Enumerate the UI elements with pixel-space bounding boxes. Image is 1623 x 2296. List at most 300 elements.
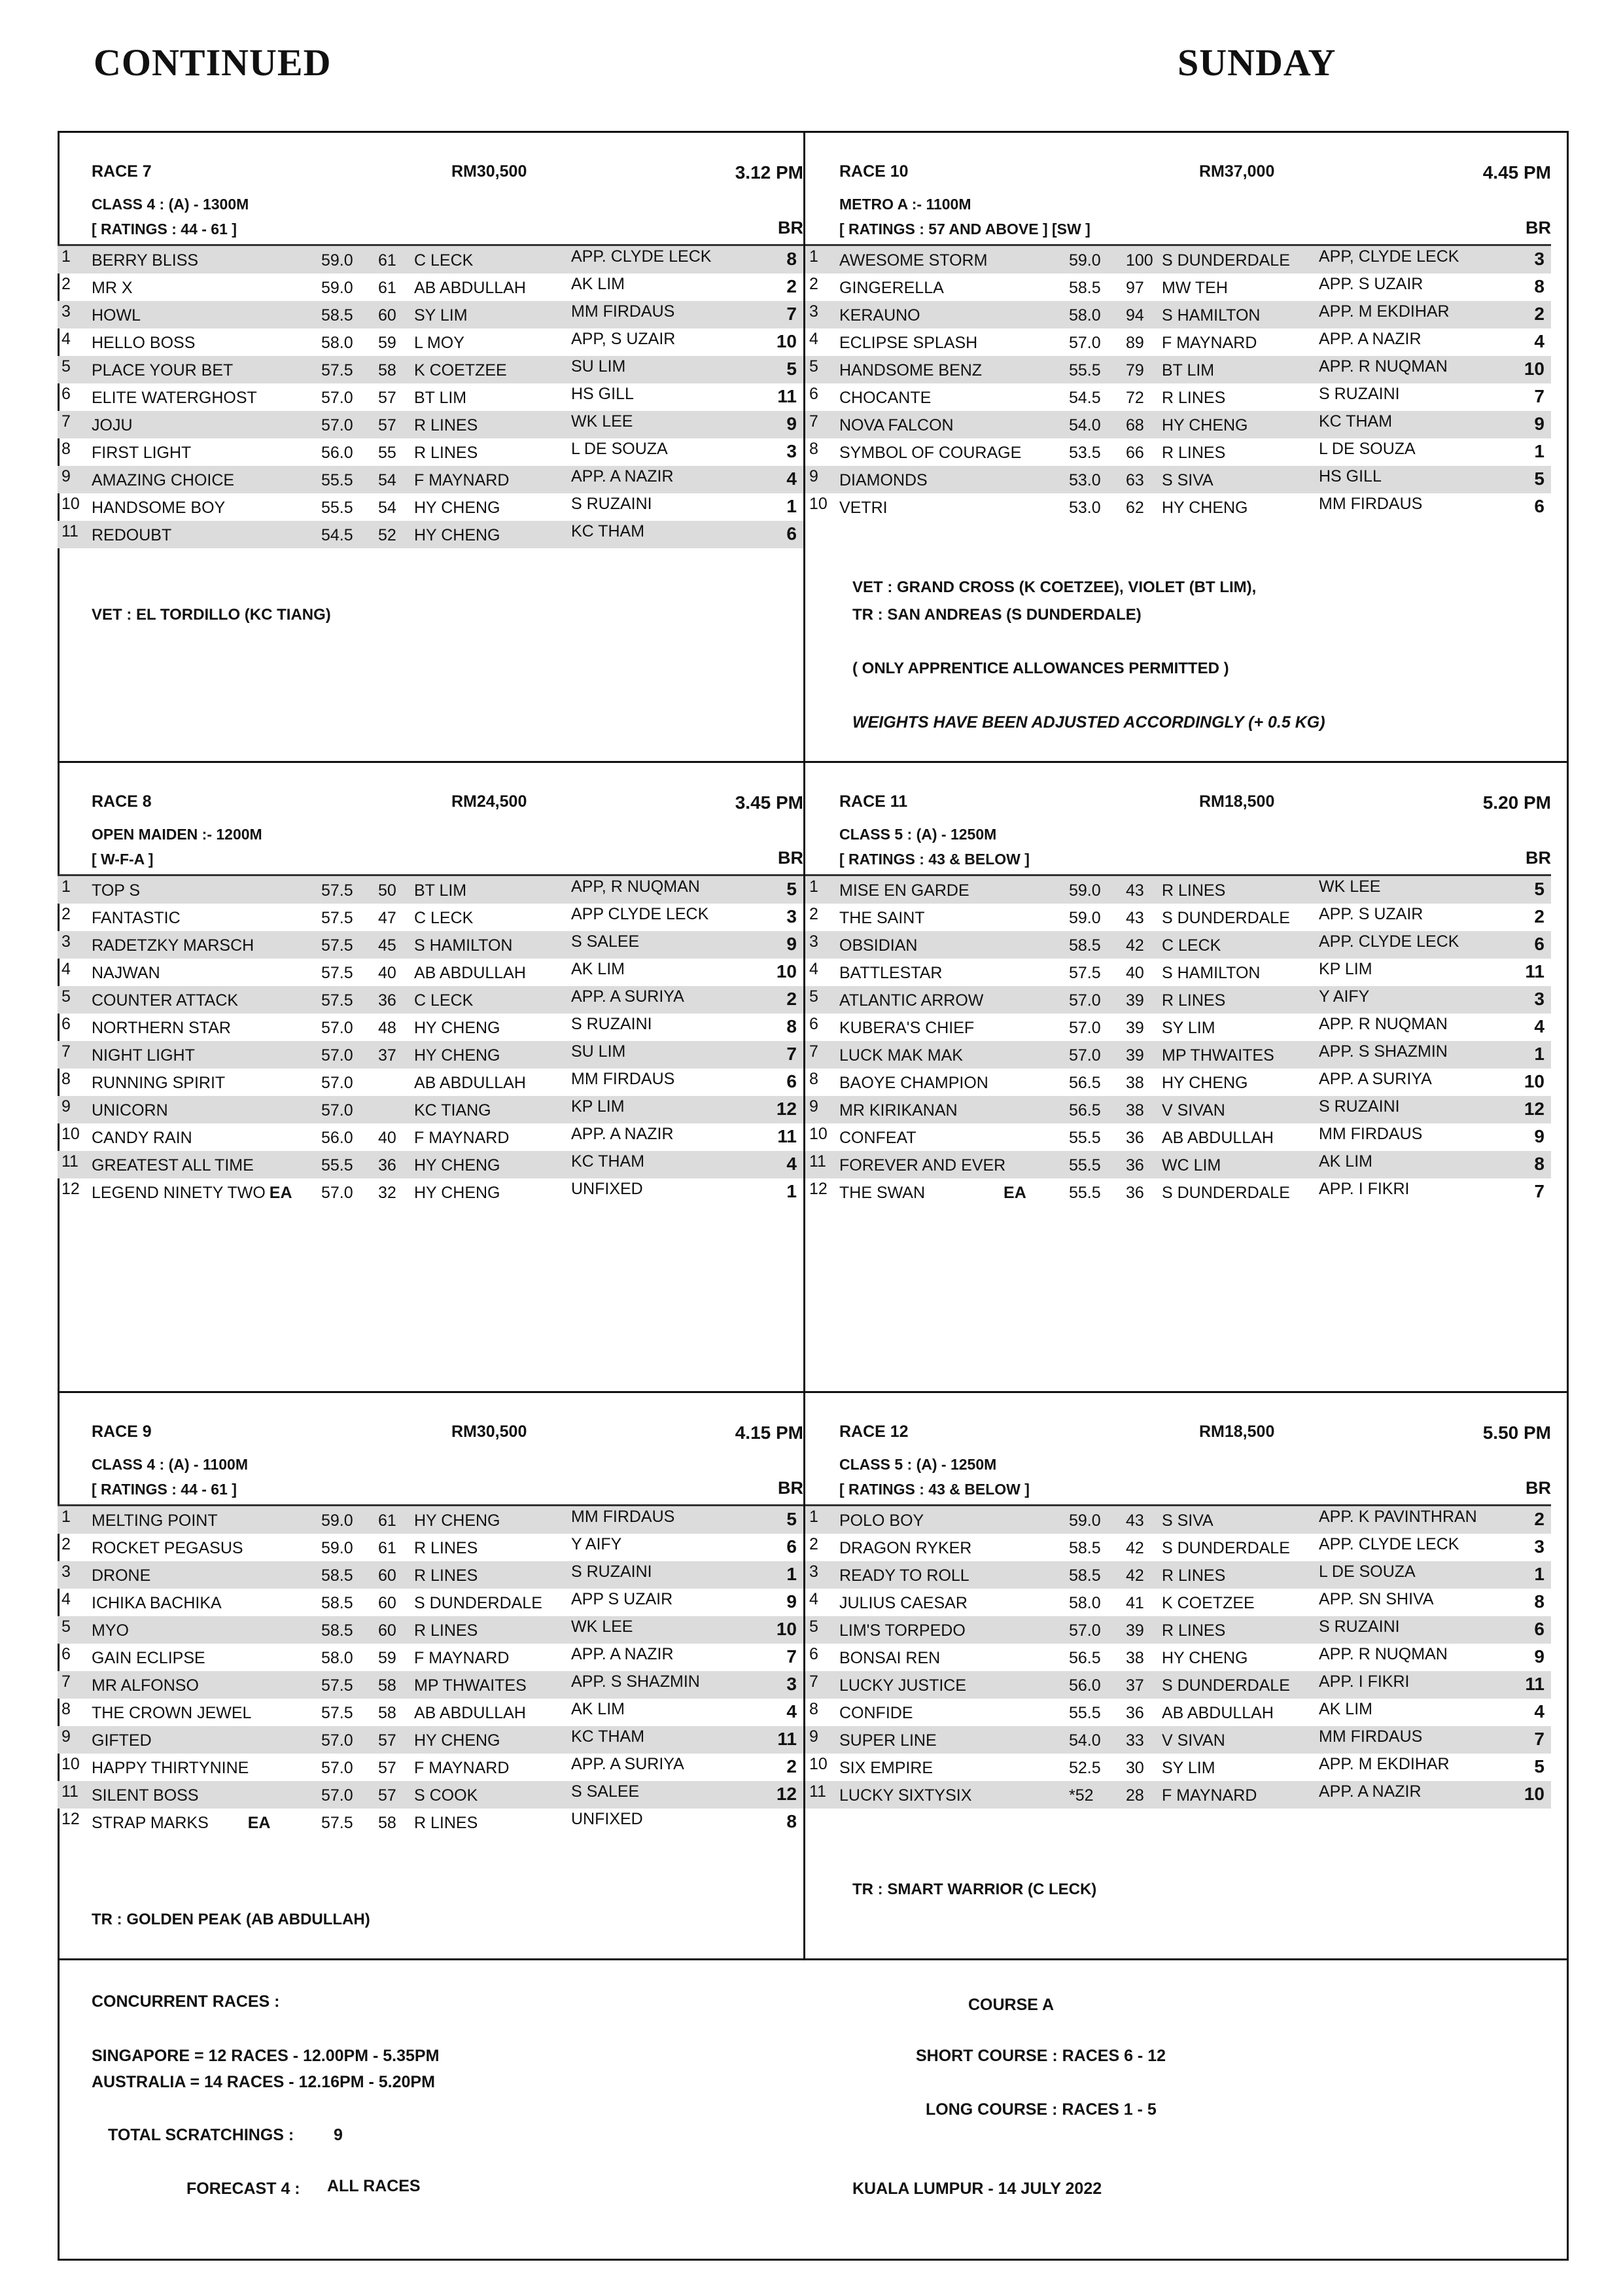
race-header: [839, 792, 1551, 819]
jockey: C LECK: [1162, 936, 1221, 955]
runner-number: 9: [809, 1727, 818, 1746]
race-header: [92, 1422, 803, 1449]
trainer: APP. S SHAZMIN: [1319, 1042, 1448, 1061]
runner-row: [58, 466, 803, 493]
concurrent-singapore: SINGAPORE = 12 RACES - 12.00PM - 5.35PM: [92, 2047, 440, 2065]
weight: 56.0: [321, 444, 353, 462]
runner-number: 2: [809, 905, 818, 923]
runner-row: [805, 1781, 1551, 1809]
trainer: WK LEE: [571, 412, 633, 431]
trainer: MM FIRDAUS: [1319, 1727, 1423, 1746]
runner-row: [58, 411, 803, 438]
runner-number: 6: [809, 1015, 818, 1033]
runner-number: 11: [61, 522, 79, 540]
barrier: 11: [1525, 1674, 1544, 1694]
trainer: APP. R NUQMAN: [1319, 357, 1448, 376]
runner-row: [58, 1014, 803, 1041]
rating: 100: [1126, 251, 1153, 270]
horse-name: [839, 334, 977, 353]
barrier-column-label: BR: [1526, 1478, 1551, 1498]
barrier: 2: [1534, 304, 1544, 324]
race-class: CLASS 4 : (A) - 1300M: [92, 196, 249, 213]
barrier: 8: [786, 1811, 797, 1831]
runner-number: 9: [809, 1097, 818, 1116]
trainer: APP. S SHAZMIN: [571, 1672, 700, 1691]
weight: 57.5: [321, 1704, 353, 1722]
jockey: L MOY: [414, 334, 464, 352]
weight: 57.0: [1069, 1019, 1101, 1037]
runner-row: [805, 1589, 1551, 1616]
horse-name: [839, 1511, 924, 1530]
weight: 53.5: [1069, 444, 1101, 462]
horse-name-text: RADETZKY MARSCH: [92, 936, 254, 955]
jockey: F MAYNARD: [414, 1649, 510, 1667]
horse-name: [839, 936, 917, 955]
runner-table: [805, 244, 1551, 521]
horse-name-text: SYMBOL OF COURAGE: [839, 444, 1022, 462]
jockey: AB ABDULLAH: [414, 1074, 526, 1092]
horse-name: [92, 1814, 270, 1833]
horse-name: [839, 1101, 958, 1120]
race-card: [58, 763, 803, 1391]
trainer: APP. A NAZIR: [1319, 330, 1422, 348]
horse-name: [92, 251, 198, 270]
barrier: 1: [786, 496, 797, 516]
runner-number: 1: [809, 877, 818, 896]
weight: 57.5: [321, 936, 353, 955]
runner-row: [58, 521, 803, 548]
weight: 55.5: [321, 499, 353, 517]
runner-number: 6: [61, 1645, 71, 1663]
trainer: APP CLYDE LECK: [571, 905, 709, 923]
trainer: MM FIRDAUS: [571, 1508, 675, 1526]
barrier: 6: [1534, 1619, 1544, 1639]
barrier: 11: [777, 1729, 797, 1749]
rating: 47: [378, 909, 396, 927]
runner-row: [805, 931, 1551, 959]
rating: 60: [378, 306, 396, 325]
runner-row: [58, 328, 803, 356]
horse-name: [92, 1759, 249, 1778]
horse-name: [92, 526, 171, 545]
runner-number: 8: [61, 440, 71, 458]
runner-row: [805, 1561, 1551, 1589]
ea-badge: EA: [247, 1814, 271, 1832]
runner-table: [58, 874, 803, 1206]
runner-row: [805, 1123, 1551, 1151]
trainer: S RUZAINI: [571, 1563, 652, 1581]
horse-name-text: THE SWAN: [839, 1184, 926, 1202]
race-name: RACE 10: [839, 162, 909, 181]
horse-name-text: GIFTED: [92, 1731, 152, 1750]
horse-name: [92, 936, 254, 955]
jockey: K COETZEE: [1162, 1594, 1255, 1612]
rating: 94: [1126, 306, 1144, 325]
barrier: 6: [786, 1536, 797, 1557]
runner-number: 2: [809, 1535, 818, 1553]
barrier: 8: [1534, 1154, 1544, 1174]
runner-number: 7: [61, 1672, 71, 1691]
barrier: 10: [1524, 1071, 1544, 1091]
barrier: 10: [1524, 359, 1544, 379]
jockey: F MAYNARD: [414, 1129, 510, 1147]
race-card: [805, 1393, 1551, 2021]
jockey: F MAYNARD: [414, 1759, 510, 1777]
rating: 57: [378, 1786, 396, 1805]
runner-row: [58, 1096, 803, 1123]
horse-name-text: ICHIKA BACHIKA: [92, 1594, 222, 1612]
forecast-label: FORECAST 4 :: [186, 2180, 300, 2198]
runner-number: 8: [809, 1700, 818, 1718]
jockey: K COETZEE: [414, 361, 507, 380]
runner-row: [58, 1644, 803, 1671]
runner-row: [805, 904, 1551, 931]
weight: 54.0: [1069, 1731, 1101, 1750]
jockey: BT LIM: [414, 389, 467, 407]
runner-number: 12: [61, 1810, 80, 1828]
jockey: F MAYNARD: [1162, 1786, 1257, 1805]
barrier: 7: [1534, 1181, 1544, 1201]
rating: 37: [1126, 1676, 1144, 1695]
horse-name-text: FOREVER AND EVER: [839, 1156, 1006, 1174]
horse-name: [92, 964, 160, 983]
runner-row: [805, 1041, 1551, 1069]
barrier: 4: [1534, 1701, 1544, 1722]
rating: 43: [1126, 1511, 1144, 1530]
runner-number: 8: [809, 440, 818, 458]
runner-row: [805, 1069, 1551, 1096]
jockey: V SIVAN: [1162, 1731, 1225, 1750]
rating: 61: [378, 1511, 396, 1530]
trainer: WK LEE: [1319, 877, 1381, 896]
barrier: 7: [1534, 1729, 1544, 1749]
barrier: 2: [786, 1756, 797, 1776]
race-header: [839, 162, 1551, 188]
horse-name-text: DRAGON RYKER: [839, 1539, 972, 1557]
race-time: 4.45 PM: [1482, 162, 1551, 183]
horse-name: [839, 1046, 963, 1065]
horse-name: [839, 251, 987, 270]
horse-name: [92, 1704, 251, 1723]
runner-number: 10: [61, 1755, 80, 1773]
barrier: 11: [1525, 961, 1544, 981]
horse-name: [839, 909, 925, 928]
barrier: 3: [786, 906, 797, 927]
weight: 59.0: [1069, 251, 1101, 270]
horse-name-text: SUPER LINE: [839, 1731, 937, 1750]
trainer: APP. CLYDE LECK: [571, 247, 712, 266]
trainer: S RUZAINI: [1319, 1097, 1400, 1116]
trainer: AK LIM: [571, 960, 625, 978]
horse-name: [92, 1566, 150, 1585]
weight: 55.5: [321, 471, 353, 489]
race-name: RACE 7: [92, 162, 152, 181]
barrier: 12: [1524, 1099, 1544, 1119]
horse-name: [92, 306, 141, 325]
horse-name-text: CONFIDE: [839, 1704, 913, 1722]
weight: 57.0: [1069, 334, 1101, 352]
jockey: HY CHENG: [1162, 1074, 1248, 1092]
barrier: 9: [1534, 1126, 1544, 1146]
runner-row: [805, 246, 1551, 274]
runner-number: 10: [809, 495, 828, 513]
trainer: L DE SOUZA: [1319, 1563, 1416, 1581]
rating: 52: [378, 526, 396, 544]
runner-number: 6: [61, 1015, 71, 1033]
jockey: S HAMILTON: [414, 936, 513, 955]
jockey: R LINES: [1162, 1566, 1226, 1585]
barrier: 6: [786, 523, 797, 544]
jockey: R LINES: [1162, 991, 1226, 1010]
runner-number: 2: [61, 275, 71, 293]
weight: 58.0: [1069, 1594, 1101, 1612]
race-card: [58, 133, 803, 761]
runner-row: [58, 1589, 803, 1616]
horse-name-text: NOVA FALCON: [839, 416, 954, 434]
runner-row: [805, 1151, 1551, 1178]
runner-row: [58, 1069, 803, 1096]
runner-number: 2: [61, 1535, 71, 1553]
trainer: APP. A SURIYA: [1319, 1070, 1432, 1088]
trainer: APP S UZAIR: [571, 1590, 673, 1608]
race12-tr-note: TR : SMART WARRIOR (C LECK): [852, 1881, 1097, 1898]
horse-name-text: POLO BOY: [839, 1511, 924, 1530]
race-header: [92, 162, 803, 188]
trainer: APP. R NUQMAN: [1319, 1015, 1448, 1033]
barrier: 3: [786, 441, 797, 461]
horse-name-text: COUNTER ATTACK: [92, 991, 239, 1010]
jockey: MP THWAITES: [1162, 1046, 1274, 1065]
runner-row: [805, 1726, 1551, 1754]
runner-row: [805, 876, 1551, 904]
barrier: 10: [776, 331, 797, 351]
race10-weights-note: WEIGHTS HAVE BEEN ADJUSTED ACCORDINGLY (+ 0.5 KG): [852, 713, 1325, 732]
runner-table: [58, 1504, 803, 1836]
runner-table: [805, 1504, 1551, 1809]
horse-name: [92, 1129, 192, 1148]
runner-row: [805, 466, 1551, 493]
barrier: 3: [786, 1674, 797, 1694]
rating: 43: [1126, 881, 1144, 900]
weight: 57.0: [1069, 1621, 1101, 1640]
ea-badge: EA: [1003, 1184, 1026, 1202]
runner-row: [805, 438, 1551, 466]
jockey: AB ABDULLAH: [414, 1704, 526, 1722]
weight: 59.0: [321, 251, 353, 270]
rating: 32: [378, 1184, 396, 1202]
trainer: KC THAM: [571, 1152, 645, 1171]
rating: 36: [1126, 1156, 1144, 1174]
horse-name: [839, 444, 1021, 463]
weight: 59.0: [1069, 909, 1101, 927]
horse-name-text: THE CROWN JEWEL: [92, 1704, 252, 1722]
race-prize: RM18,500: [1199, 792, 1275, 811]
race-class: METRO A :- 1100M: [839, 196, 971, 213]
trainer: APP. I FIKRI: [1319, 1180, 1410, 1198]
rating: 57: [378, 389, 396, 407]
jockey: SY LIM: [414, 306, 468, 325]
horse-name: [839, 1129, 916, 1148]
race-time: 5.20 PM: [1482, 792, 1551, 813]
weight: 59.0: [321, 279, 353, 297]
forecast-value: ALL RACES: [327, 2177, 421, 2195]
horse-name: [839, 1786, 971, 1805]
jockey: R LINES: [1162, 881, 1226, 900]
weight: 57.5: [321, 1814, 353, 1832]
jockey: S SIVA: [1162, 471, 1213, 489]
rating: 58: [378, 1814, 396, 1832]
horse-name-text: UNICORN: [92, 1101, 168, 1120]
jockey: MP THWAITES: [414, 1676, 527, 1695]
jockey: HY CHENG: [414, 499, 500, 517]
rating: 45: [378, 936, 396, 955]
horse-name: [92, 1539, 243, 1558]
weight: 57.0: [321, 1731, 353, 1750]
horse-name-text: HELLO BOSS: [92, 334, 196, 352]
horse-name-text: READY TO ROLL: [839, 1566, 969, 1585]
runner-row: [805, 959, 1551, 986]
horse-name-text: BATTLESTAR: [839, 964, 943, 982]
barrier: 6: [1534, 496, 1544, 516]
runner-row: [58, 1561, 803, 1589]
race-ratings: [ RATINGS : 57 AND ABOVE ] [SW ]: [839, 221, 1091, 238]
horse-name-text: AMAZING CHOICE: [92, 471, 235, 489]
runner-row: [805, 1534, 1551, 1561]
race-name: RACE 8: [92, 792, 152, 811]
horse-name-text: MR X: [92, 279, 133, 297]
horse-name-text: REDOUBT: [92, 526, 172, 544]
barrier: 10: [776, 961, 797, 981]
jockey: KC TIANG: [414, 1101, 491, 1120]
runner-number: 6: [809, 1645, 818, 1663]
runner-number: 3: [809, 302, 818, 321]
horse-name: [839, 471, 928, 490]
rating: 57: [378, 1731, 396, 1750]
rating: 48: [378, 1019, 396, 1037]
barrier: 6: [1534, 934, 1544, 954]
barrier-column-label: BR: [778, 848, 803, 868]
runner-row: [58, 1781, 803, 1809]
barrier: 4: [786, 1701, 797, 1722]
rating: 36: [378, 991, 396, 1010]
runner-number: 12: [809, 1180, 828, 1198]
rating: 59: [378, 1649, 396, 1667]
race-prize: RM18,500: [1199, 1422, 1275, 1441]
horse-name-text: KUBERA'S CHIEF: [839, 1019, 975, 1037]
weight: 58.5: [321, 1621, 353, 1640]
runner-number: 5: [61, 357, 71, 376]
horse-name: [92, 1786, 199, 1805]
weight: 58.0: [321, 334, 353, 352]
barrier: 1: [1534, 1564, 1544, 1584]
horse-name: [839, 361, 982, 380]
jockey: HY CHENG: [414, 1184, 500, 1202]
weight: 56.5: [1069, 1649, 1101, 1667]
runner-number: 10: [809, 1755, 828, 1773]
trainer: S RUZAINI: [1319, 385, 1400, 403]
barrier: 6: [786, 1071, 797, 1091]
runner-number: 4: [61, 960, 71, 978]
race7-vet-note: VET : EL TORDILLO (KC TIANG): [92, 606, 331, 624]
horse-name-text: LUCK MAK MAK: [839, 1046, 963, 1065]
rating: 60: [378, 1621, 396, 1640]
weight: *52: [1069, 1786, 1094, 1805]
jockey: R LINES: [414, 1566, 478, 1585]
runner-number: 5: [809, 987, 818, 1006]
jockey: R LINES: [414, 444, 478, 462]
jockey: HY CHENG: [1162, 1649, 1248, 1667]
race-prize: RM37,000: [1199, 162, 1275, 181]
rating: 57: [378, 416, 396, 434]
runner-number: 11: [809, 1152, 826, 1171]
barrier: 11: [777, 1126, 797, 1146]
runner-row: [805, 1671, 1551, 1699]
jockey: S DUNDERDALE: [1162, 909, 1290, 927]
runner-row: [58, 876, 803, 904]
rating: 62: [1126, 499, 1144, 517]
weight: 55.5: [1069, 1129, 1101, 1147]
race-class: CLASS 4 : (A) - 1100M: [92, 1456, 248, 1473]
rating: 50: [378, 881, 396, 900]
barrier: 12: [776, 1099, 797, 1119]
runner-row: [805, 1014, 1551, 1041]
race10-apprentice-note: ( ONLY APPRENTICE ALLOWANCES PERMITTED ): [852, 660, 1229, 677]
race-class: CLASS 5 : (A) - 1250M: [839, 826, 997, 843]
horse-name: [92, 1019, 231, 1038]
horse-name: [839, 1019, 974, 1038]
barrier-column-label: BR: [1526, 848, 1551, 868]
rating: 42: [1126, 1566, 1144, 1585]
weight: 53.0: [1069, 499, 1101, 517]
race-ratings: [ RATINGS : 43 & BELOW ]: [839, 1481, 1030, 1498]
horse-name: [92, 1074, 225, 1093]
runner-number: 7: [809, 1672, 818, 1691]
runner-number: 10: [809, 1125, 828, 1143]
rating: 28: [1126, 1786, 1144, 1805]
rating: 42: [1126, 1539, 1144, 1557]
jockey: HY CHENG: [414, 1019, 500, 1037]
horse-name-text: SIX EMPIRE: [839, 1759, 934, 1777]
barrier-column-label: BR: [778, 1478, 803, 1498]
weight: 58.5: [1069, 1539, 1101, 1557]
jockey: R LINES: [1162, 444, 1226, 462]
barrier: 12: [776, 1784, 797, 1804]
race-ratings: [ RATINGS : 44 - 61 ]: [92, 221, 237, 238]
horse-name-text: ROCKET PEGASUS: [92, 1539, 243, 1557]
runner-number: 12: [61, 1180, 80, 1198]
horse-name: [92, 499, 225, 518]
trainer: L DE SOUZA: [571, 440, 668, 458]
race-card: [805, 763, 1551, 1391]
weight: 57.0: [321, 389, 353, 407]
jockey: HY CHENG: [414, 1731, 500, 1750]
horse-name: [92, 1046, 195, 1065]
jockey: R LINES: [414, 1814, 478, 1832]
runner-row: [805, 383, 1551, 411]
trainer: KC THAM: [571, 522, 645, 540]
horse-name-text: ECLIPSE SPLASH: [839, 334, 978, 352]
race-class: OPEN MAIDEN :- 1200M: [92, 826, 262, 843]
rating: 72: [1126, 389, 1144, 407]
trainer: KP LIM: [1319, 960, 1372, 978]
jockey: S COOK: [414, 1786, 478, 1805]
barrier: 9: [786, 934, 797, 954]
horse-name-text: DIAMONDS: [839, 471, 928, 489]
trainer: S RUZAINI: [571, 495, 652, 513]
weight: 55.5: [1069, 1156, 1101, 1174]
trainer: HS GILL: [1319, 467, 1382, 486]
weight: 55.5: [1069, 1184, 1101, 1202]
